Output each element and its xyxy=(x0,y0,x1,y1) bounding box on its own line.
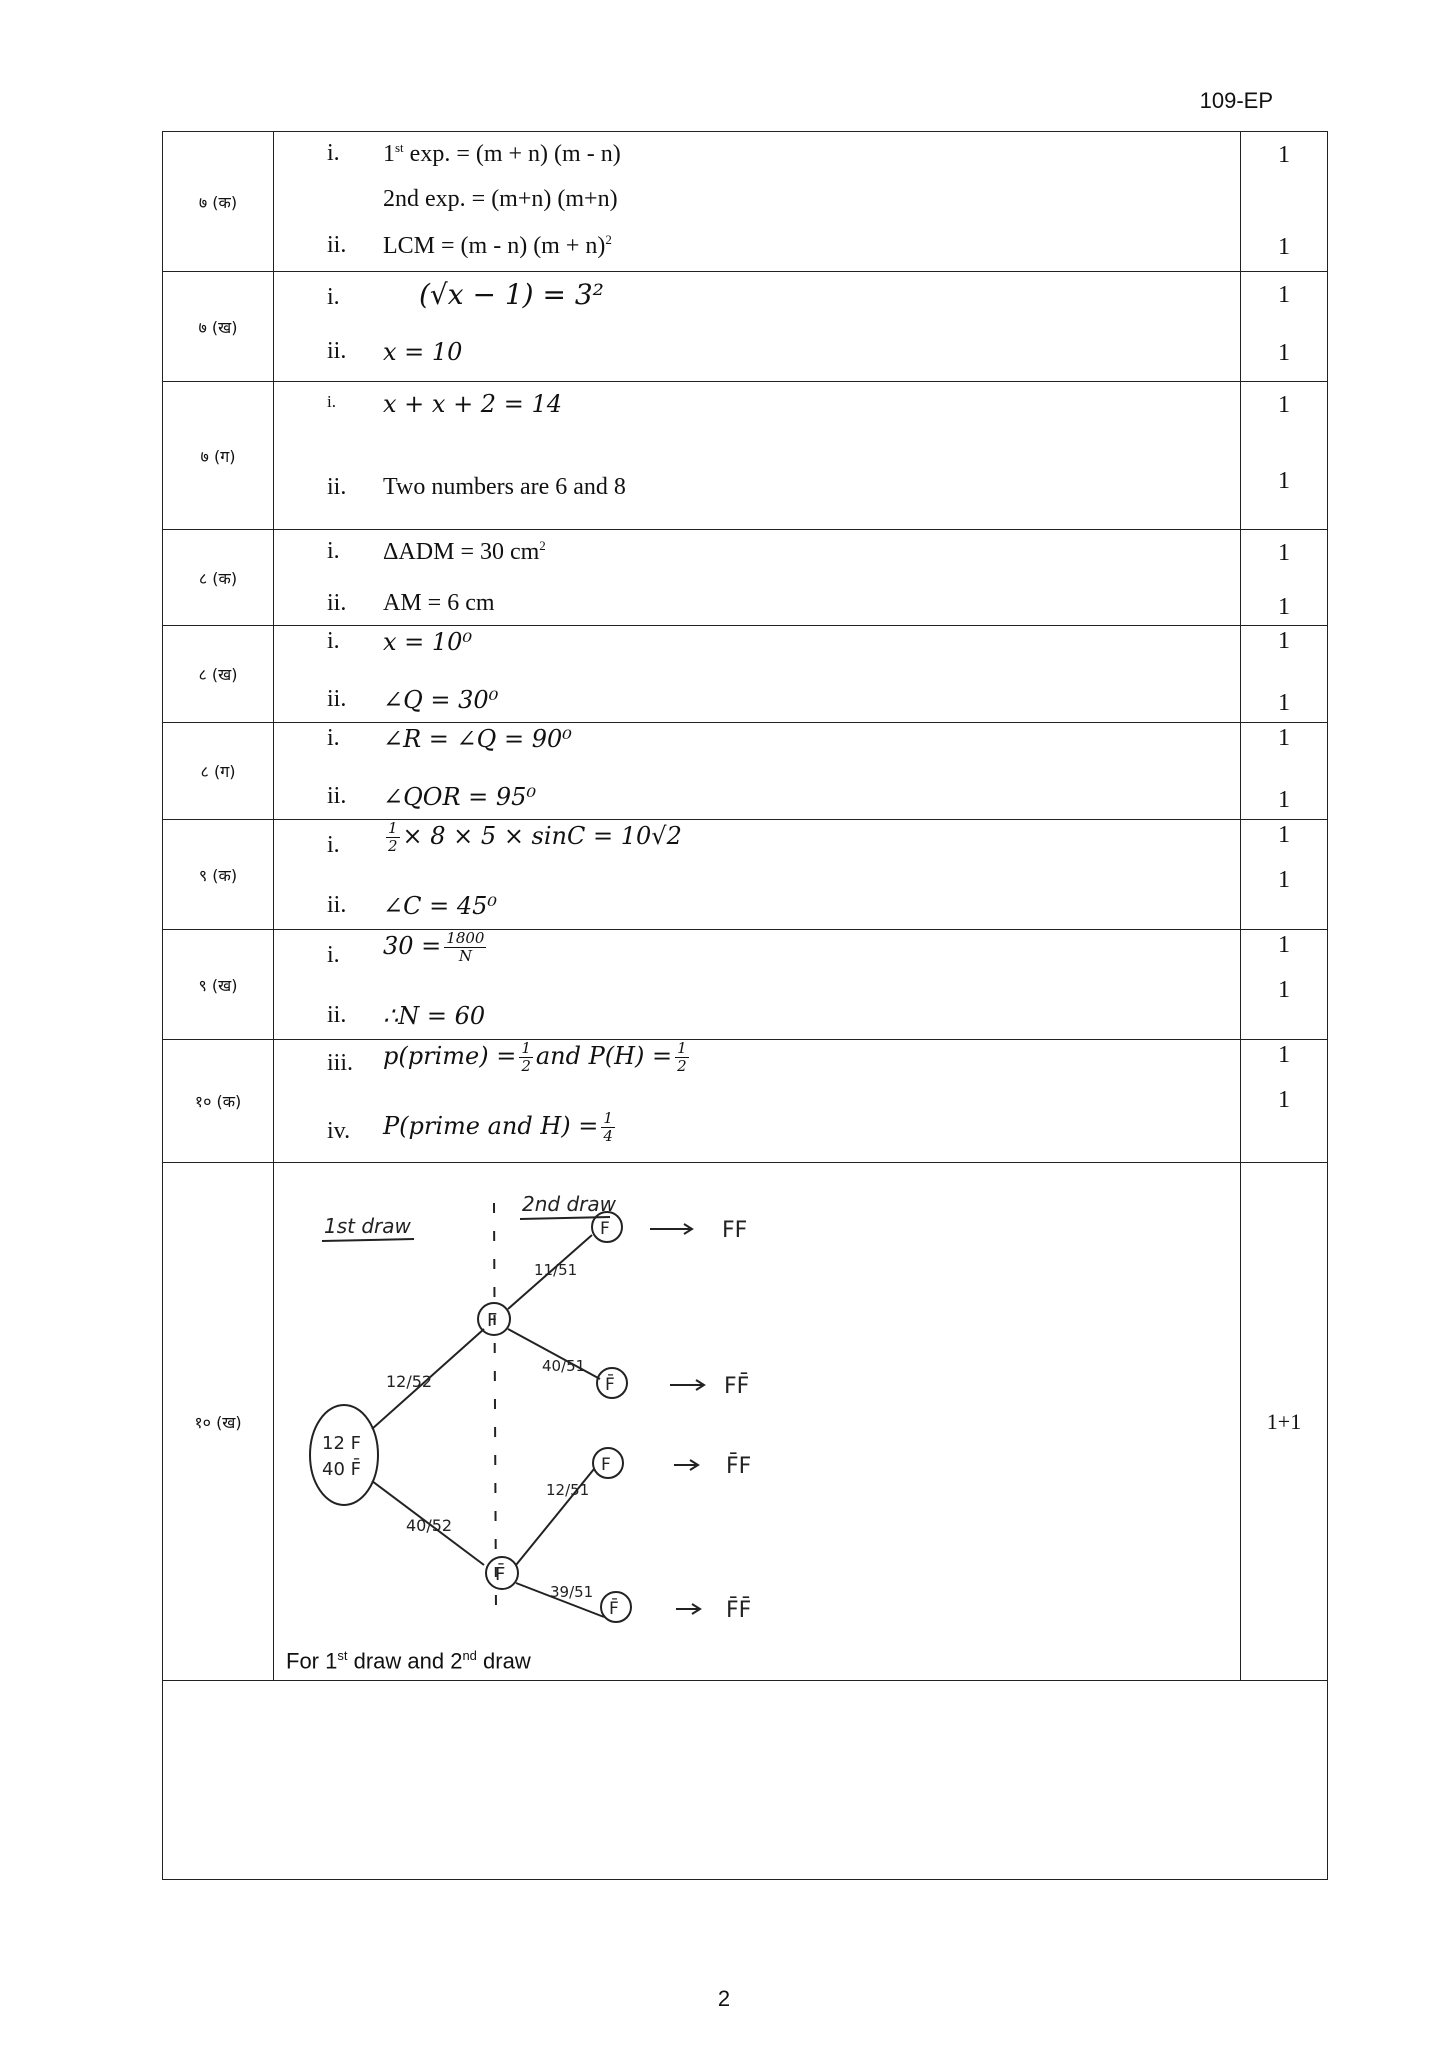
table-row xyxy=(163,382,1328,530)
table-row xyxy=(163,626,1328,723)
table-row xyxy=(163,820,1328,930)
svg-text:F̄: F̄ xyxy=(605,1375,615,1395)
root-label-bottom: 40 F̄ xyxy=(322,1459,361,1480)
probability-tree-diagram xyxy=(294,1173,794,1623)
marks-cell: 1 1 xyxy=(1241,132,1328,272)
branch-prob-39-51: 39/51 xyxy=(550,1583,594,1601)
marks-cell: 1+1 xyxy=(1241,1163,1328,1681)
outcome-label: FF̄ xyxy=(724,1374,750,1399)
question-number: १० (क) xyxy=(163,1040,274,1163)
question-number: ७ (क) xyxy=(163,132,274,272)
question-number: ७ (ग) xyxy=(163,382,274,530)
answer-cell: i. ΔADM = 30 $cm^2$ ii. AM = 6 cm xyxy=(274,530,1241,626)
answer-key-table xyxy=(162,131,1328,1880)
marks-cell: 1 1 xyxy=(1241,1040,1328,1163)
marks-cell: 1 1 xyxy=(1241,626,1328,723)
marks-cell: 1 1 xyxy=(1241,382,1328,530)
question-number: ८ (क) xyxy=(163,530,274,626)
marks-cell: 1 1 xyxy=(1241,930,1328,1040)
branch-prob-12-52: 12/52 xyxy=(386,1372,433,1391)
marks-cell: 1 1 xyxy=(1241,820,1328,930)
outcome-label: F̄F̄ xyxy=(726,1598,752,1623)
page-number: 2 xyxy=(717,1986,731,2011)
svg-text:F: F xyxy=(600,1219,610,1239)
svg-text:F̄: F̄ xyxy=(609,1599,619,1619)
question-number: १० (ख) xyxy=(163,1163,274,1681)
answer-cell: i. $\frac{1}{2}$ × 8 × 5 × sinC = 10√2 ii. ∠C = 45⁰ xyxy=(274,820,1241,930)
answer-cell: i. (√x − 1) = 3² ii. x = 10 xyxy=(274,272,1241,382)
empty-cell xyxy=(163,1681,1328,1880)
svg-text:F̄: F̄ xyxy=(495,1564,506,1585)
table-row xyxy=(163,930,1328,1040)
question-number: ८ (ग) xyxy=(163,723,274,820)
tree-header-1st-draw: 1st draw xyxy=(324,1214,411,1238)
table-row xyxy=(163,1040,1328,1163)
outcome-label: F̄F xyxy=(726,1454,752,1479)
outcome-label: FF xyxy=(722,1218,748,1243)
branch-prob-40-52: 40/52 xyxy=(406,1516,453,1535)
branch-prob-11-51: 11/51 xyxy=(534,1261,578,1279)
table-row xyxy=(163,530,1328,626)
svg-text:F: F xyxy=(487,1310,498,1331)
table-row xyxy=(163,272,1328,382)
paper-code: 109-EP xyxy=(1199,88,1273,113)
table-row xyxy=(163,1163,1328,1681)
answer-line: i. 1st exp. = (m + n) (m - n) xyxy=(327,140,621,167)
answer-line: 2nd exp. = (m+n) (m+n) xyxy=(383,186,618,212)
answer-cell: i. x + x + 2 = 14 ii. Two numbers are 6 and 8 xyxy=(274,382,1241,530)
separator-line xyxy=(494,1203,496,1613)
marks-cell: 1 1 xyxy=(1241,530,1328,626)
branch-prob-12-51: 12/51 xyxy=(546,1481,590,1499)
root-node xyxy=(310,1405,378,1505)
branch-prob-40-51: 40/51 xyxy=(542,1357,586,1375)
table-row xyxy=(163,723,1328,820)
diagram-caption: For 1st draw and 2nd draw xyxy=(286,1647,531,1673)
answer-cell: i. 30 = $\frac{1800}{N}$ ii. ∴N = 60 xyxy=(274,930,1241,1040)
answer-line: ii. LCM = (m - n) $(m + n)^2$ xyxy=(327,232,612,259)
marks-cell: 1 1 xyxy=(1241,723,1328,820)
root-label-top: 12 F xyxy=(322,1433,361,1454)
svg-text:F: F xyxy=(601,1455,611,1475)
table-row xyxy=(163,132,1328,272)
marks-cell: 1 1 xyxy=(1241,272,1328,382)
tree-header-2nd-draw: 2nd draw xyxy=(522,1192,616,1216)
question-number: ७ (ख) xyxy=(163,272,274,382)
answer-cell: i. ∠R = ∠Q = 90⁰ ii. ∠QOR = 95⁰ xyxy=(274,723,1241,820)
answer-cell xyxy=(274,1163,1241,1681)
table-row-empty xyxy=(163,1681,1328,1880)
question-number: ९ (क) xyxy=(163,820,274,930)
answer-cell: i. x = 10⁰ ii. ∠Q = 30⁰ xyxy=(274,626,1241,723)
answer-cell xyxy=(274,132,1241,272)
question-number: ९ (ख) xyxy=(163,930,274,1040)
question-number: ८ (ख) xyxy=(163,626,274,723)
answer-cell: iii. p(prime) = $\frac{1}{2}$ and P(H) = $\frac{1}{2}$ iv. P(prime and H) = $\frac{1}{4}$ xyxy=(274,1040,1241,1163)
